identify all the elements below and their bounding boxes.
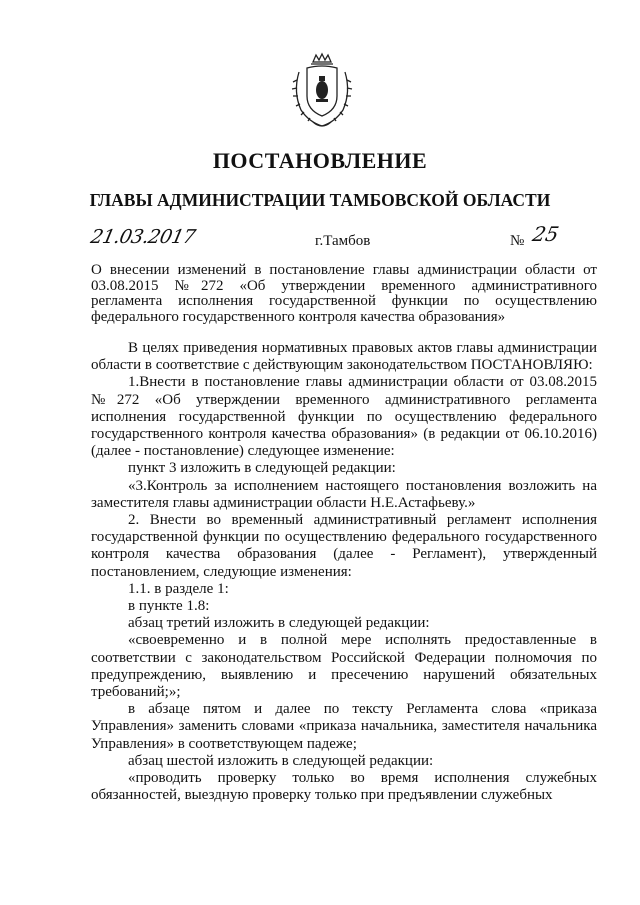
paragraph: 1.1. в разделе 1:	[128, 580, 229, 597]
document-subtitle: ГЛАВЫ АДМИНИСТРАЦИИ ТАМБОВСКОЙ ОБЛАСТИ	[89, 190, 551, 210]
paragraph: «своевременно и в полной мере исполнять предоставленные в соответствии с законодательством Российской Федерации полномочия по предупреждению, выявлению и пресечению нарушений обязательных требований;»;	[91, 632, 597, 701]
document-number: 25	[530, 222, 562, 246]
paragraph: пункт 3 изложить в следующей редакции:	[128, 460, 396, 477]
paragraph: абзац третий изложить в следующей редакции:	[128, 615, 430, 632]
document-date: 21.03.2017	[88, 226, 198, 248]
paragraph: В целях приведения нормативных правовых актов главы администрации области в соответствие с действующим законодательством ПОСТАНОВЛЯЮ:	[91, 340, 597, 374]
document-title: ПОСТАНОВЛЕНИЕ	[212, 148, 428, 173]
document-city: г.Тамбов	[315, 233, 371, 249]
document-body	[91, 340, 597, 804]
number-label: №	[510, 233, 525, 249]
document-subject: О внесении изменений в постановление главы администрации области от 03.08.2015 №272 «Об утверждении временного административного регламента исполнения государственной функции по осуществлению федерального государственного контроля качества образования»	[91, 262, 597, 325]
paragraph: в пункте 1.8:	[128, 598, 210, 615]
paragraph: в абзаце пятом и далее по тексту Регламента слова «приказа Управления» заменить словами «приказа начальника, заместителя начальника Управления» в соответствующем падеже;	[91, 701, 597, 752]
paragraph: «3.Контроль за исполнением настоящего постановления возложить на заместителя главы администрации области Н.Е.Астафьеву.»	[91, 477, 597, 511]
paragraph: абзац шестой изложить в следующей редакции:	[128, 752, 434, 769]
paragraph: 1.Внести в постановление главы администрации области от 03.08.2015 №272 «Об утверждении временного административного регламента исполнения государственной функции по осуществлению федерального государственного контроля качества образования» (в редакции от 06.10.2016) (далее - постановление) следующее изменение:	[91, 374, 597, 460]
paragraph: 2. Внести во временный административный регламент исполнения государственной функции по осуществлению федерального государственного контроля качества образования (далее - Регламент), утвержденный постановлением, следующие изменения:	[91, 512, 597, 580]
coat-of-arms-icon	[289, 52, 355, 132]
paragraph: «проводить проверку только во время исполнения служебных обязанностей, выездную проверку только при предъявлении служебных	[91, 770, 597, 804]
